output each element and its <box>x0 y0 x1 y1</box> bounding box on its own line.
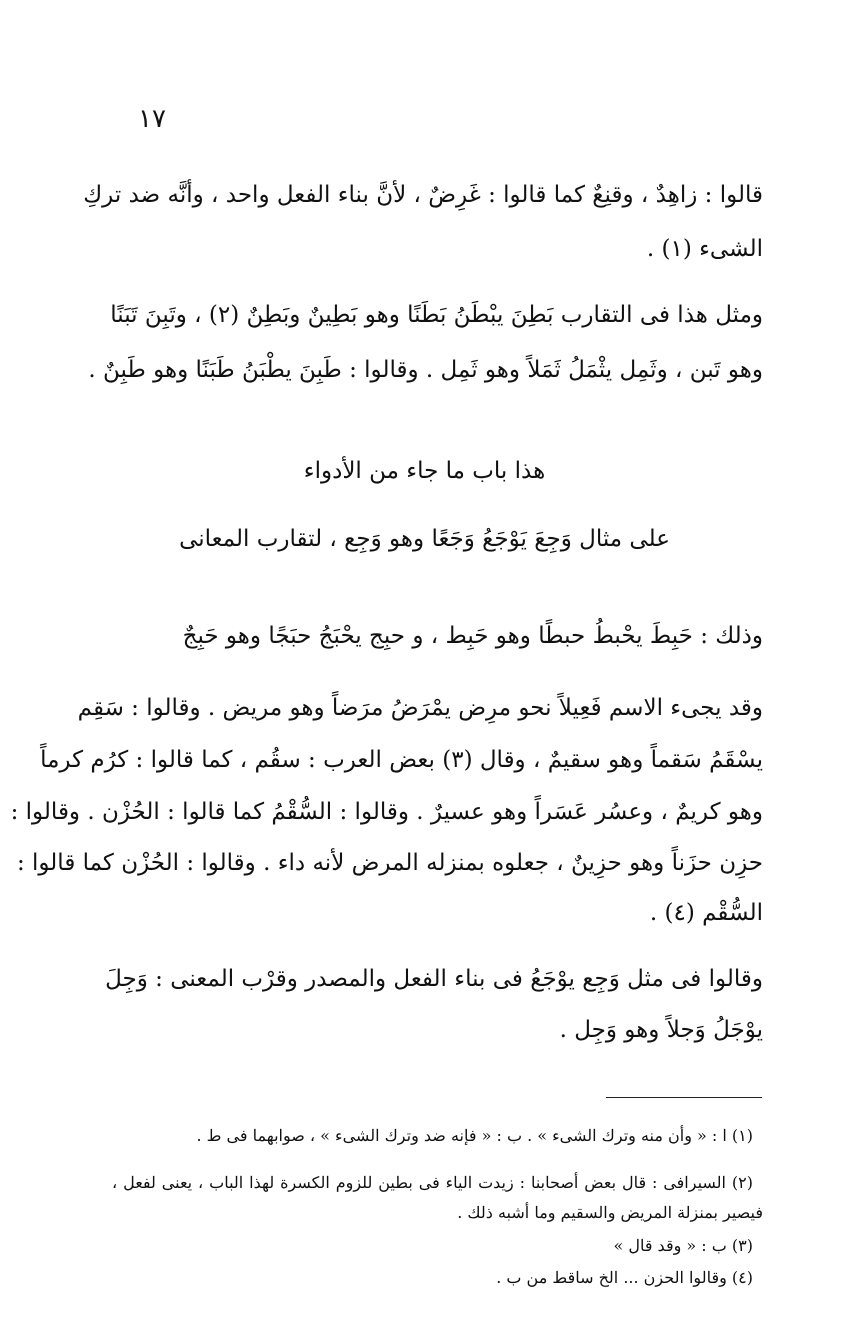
paragraph-3-line-1: وذلك : حَبِطَ يحْبطُ حبطًا وهو حَبِط ، و حبِج يحْبَجُ حبَجًا وهو حَبِجٌ <box>182 623 763 649</box>
footnote-4: (٤) وقالوا الحزن ... الخ ساقط من ب . <box>496 1268 753 1287</box>
paragraph-2-line-1: ومثل هذا فى التقارب بَطِنَ يبْطَنُ بَطَنًا وهو بَطِينٌ وبَطِنٌ (٢) ، وتَبِنَ تَبَنًا <box>110 302 763 328</box>
paragraph-1-line-1: قالوا : زاهِدٌ ، وقنِعٌ كما قالوا : غَرِضٌ ، لأنَّ بناء الفعل واحد ، وأنَّه ضد تركِ <box>83 182 763 208</box>
paragraph-4-line-1: وقد يجىء الاسم فَعِيلاً نحو مرِض يمْرَضُ مرَضاً وهو مريض . وقالوا : سَقِم <box>77 695 763 721</box>
paragraph-1-line-2: الشىء (١) . <box>646 236 763 262</box>
paragraph-5-line-1: وقالوا فى مثل وَجِع يوْجَعُ فى بناء الفعل والمصدر وقرْب المعنى : وَجِلَ <box>105 966 763 992</box>
page-number: ١٧ <box>138 104 166 134</box>
footnote-2-line-2: فيصير بمنزلة المريض والسقيم وما أشبه ذلك . <box>457 1203 763 1222</box>
paragraph-4-line-2: يسْقَمُ سَقماً وهو سقيمٌ ، وقال (٣) بعض العرب : سقُم ، كما قالوا : كرُم كرماً <box>40 747 763 773</box>
paragraph-4-line-4: حزِن حزَناً وهو حزِينٌ ، جعلوه بمنزله المرض لأنه داء . وقالوا : الحُزْن كما قالوا : <box>16 850 763 876</box>
paragraph-2-line-2: وهو تَبن ، وثَمِل يثْمَلُ ثَمَلاً وهو ثَمِل . وقالوا : طَبِنَ يطْبَنُ طَبَنًا وهو طَبِنٌ . <box>88 357 763 383</box>
footnote-separator <box>606 1097 762 1098</box>
paragraph-4-line-3: وهو كريمٌ ، وعسُر عَسَراً وهو عسيرٌ . وقالوا : السُّقْمُ كما قالوا : الحُزْن . وقالوا : <box>10 799 763 825</box>
paragraph-4-line-5: السُّقْم (٤) . <box>649 900 763 926</box>
footnote-3: (٣) ب : « وقد قال » <box>613 1236 753 1255</box>
footnote-1: (١) ا : « وأن منه وترك الشىء » . ب : « فإنه ضد وترك الشىء » ، صوابهما فى ط . <box>196 1126 753 1145</box>
paragraph-5-line-2: يوْجَلُ وَجلاً وهو وَجِل . <box>559 1017 763 1043</box>
section-subtitle: على مثال وَجِعَ يَوْجَعُ وَجَعًا وهو وَجِع ، لتقارب المعانى <box>179 526 670 552</box>
section-title: هذا باب ما جاء من الأدواء <box>303 458 546 484</box>
footnote-2-line-1: (٢) السيرافى : قال بعض أصحابنا : زيدت الياء فى بطين للزوم الكسرة لهذا الباب ، يعنى لفعل ، <box>112 1173 753 1192</box>
